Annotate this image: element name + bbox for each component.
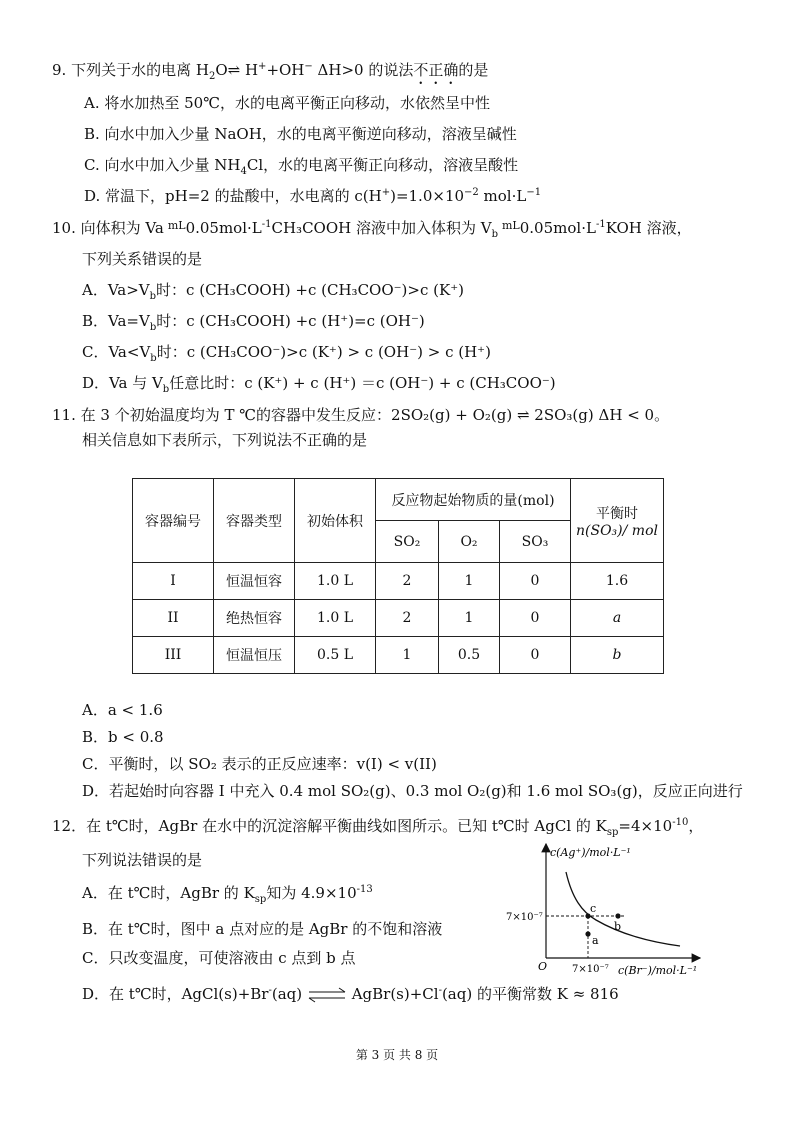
table-row: II 绝热恒容 1.0 L 2 1 0 a bbox=[133, 600, 664, 637]
q9-option-c: C. 向水中加入少量 $NH_4Cl$，水的电离平衡正向移动，溶液呈酸性 bbox=[84, 156, 519, 177]
th-reactant-amount: 反应物起始物质的量(mol) bbox=[376, 479, 571, 521]
solubility-curve-graph bbox=[500, 838, 715, 978]
q9-option-a: A. 将水加热至 50℃，水的电离平衡正向移动，水依然呈中性 bbox=[84, 94, 491, 112]
emphasis-not-correct: 不正确 bbox=[413, 61, 459, 79]
y-axis-label: c(Ag⁺)/mol·L⁻¹ bbox=[550, 846, 631, 859]
point-c-label: c bbox=[590, 902, 597, 915]
q10-option-a: A．$Va>V_b$时：c (CH₃COOH) +c (CH₃COO⁻)>c (K⁺) bbox=[82, 281, 464, 302]
q12-stem: 12．在 t℃时，AgBr 在水中的沉淀溶解平衡曲线如图所示。已知 t℃时 AgCl 的 $K_{sp}=4\times 10^{-10}$， bbox=[52, 817, 704, 838]
q10-stem-line2: 下列关系错误的是 bbox=[82, 250, 203, 268]
th-container-type: 容器类型 bbox=[214, 479, 295, 563]
th-so2: SO₂ bbox=[376, 521, 439, 563]
q11-table bbox=[132, 478, 664, 674]
q12-stem-line2: 下列说法错误的是 bbox=[82, 851, 203, 869]
q9-stem: 9. 下列关于水的电离 $H_2O\rightleftharpoons$ H++OH− ΔH>0 的说法不正确的是 bbox=[52, 61, 489, 82]
q12-option-c: C．只改变温度，可使溶液由 c 点到 b 点 bbox=[82, 949, 356, 967]
th-equilibrium: 平衡时 n(SO₃)/ mol bbox=[571, 479, 664, 563]
q12-option-a: A．在 t℃时，AgBr 的 $K_{sp}$知为 $4.9\times 10^{-13}$ bbox=[82, 884, 373, 905]
q11-option-d: D．若起始时向容器 I 中充入 0.4 mol SO₂(g)、0.3 mol O₂(g)和 1.6 mol SO₃(g)，反应正向进行 bbox=[82, 782, 743, 800]
point-b-marker bbox=[615, 913, 620, 918]
th-initial-volume: 初始体积 bbox=[295, 479, 376, 563]
point-b-label: b bbox=[614, 920, 622, 933]
q10-option-c: C．$Va<V_b$时：c (CH₃COO⁻)>c (K⁺) > c (OH⁻) > c (H⁺) bbox=[82, 343, 491, 364]
th-so3: SO₃ bbox=[500, 521, 571, 563]
q11-stem: 11. 在 3 个初始温度均为 T ℃的容器中发生反应：2SO₂(g) + O₂(g) ⇌ 2SO₃(g) ΔH < 0。 bbox=[52, 406, 670, 424]
q11-option-b: B．b < 0.8 bbox=[82, 728, 164, 746]
q10-option-d: D．Va 与 $V_b$任意比时：c (K⁺) + c (H⁺) ＝c (OH⁻) + c (CH₃COO⁻) bbox=[82, 374, 556, 395]
y-tick-label: 7×10⁻⁷ bbox=[506, 912, 543, 923]
th-o2: O₂ bbox=[439, 521, 500, 563]
point-a-label: a bbox=[592, 934, 599, 947]
q12-option-b: B．在 t℃时，图中 a 点对应的是 AgBr 的不饱和溶液 bbox=[82, 920, 443, 938]
q11-option-a: A．a < 1.6 bbox=[82, 701, 163, 719]
origin-label: O bbox=[538, 960, 548, 973]
x-tick-label: 7×10⁻⁷ bbox=[572, 964, 609, 975]
q10-option-b: B．$Va=V_b$时：c (CH₃COOH) +c (H⁺)=c (OH⁻) bbox=[82, 312, 425, 333]
q9-option-b: B. 向水中加入少量 NaOH，水的电离平衡逆向移动，溶液呈碱性 bbox=[84, 125, 517, 143]
th-container-id: 容器编号 bbox=[133, 479, 214, 563]
table-row: III 恒温恒压 0.5 L 1 0.5 0 b bbox=[133, 637, 664, 674]
q10-stem: 10. 向体积为 Va $^{mL}0.05mol\cdot L^{-1}CH_3COOH$ 溶液中加入体积为 $V_b^{mL}0.05mol\cdot L^{-1}KOH$ 溶液， bbox=[52, 219, 692, 240]
equilibrium-arrow-icon bbox=[307, 987, 347, 1003]
page-footer: 第 3 页 共 8 页 bbox=[355, 1048, 439, 1062]
q12-option-d: D．在 t℃时，AgCl(s)+Br-(aq) AgBr(s)+Cl-(aq) 的平衡常数 K ≈ 816 bbox=[82, 985, 619, 1003]
point-a-marker bbox=[585, 931, 590, 936]
x-axis-label: c(Br⁻)/mol·L⁻¹ bbox=[618, 964, 698, 977]
solubility-curve bbox=[566, 872, 680, 946]
q9-option-d: D. 常温下，pH=2 的盐酸中，水电离的 $c(H^+)=1.0\times 10^{-2}$ $mol\cdot L^{-1}$ bbox=[84, 187, 542, 205]
table-row: I 恒温恒容 1.0 L 2 1 0 1.6 bbox=[133, 563, 664, 600]
q11-stem-line2: 相关信息如下表所示，下列说法不正确的是 bbox=[82, 431, 368, 449]
q11-option-c: C．平衡时，以 SO₂ 表示的正反应速率：v(I) < v(II) bbox=[82, 755, 437, 773]
